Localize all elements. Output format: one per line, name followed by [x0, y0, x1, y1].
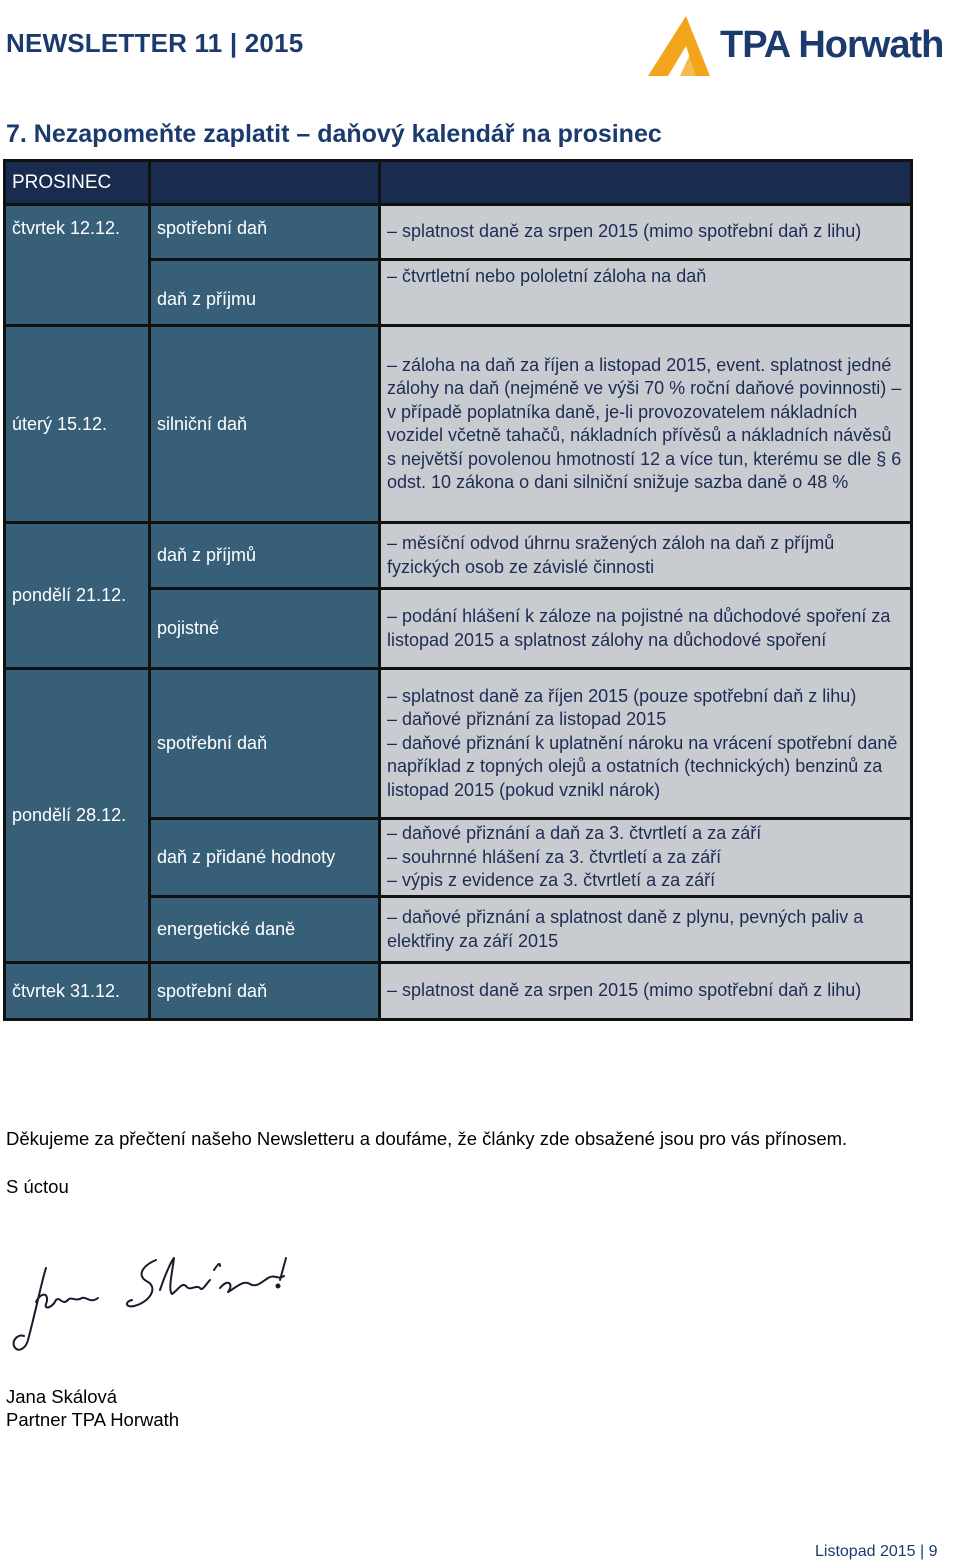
description-cell: [380, 523, 912, 589]
description-line: – podání hlášení k záloze na pojistné na důchodové spoření za listopad 2015 a splatnost zálohy na důchodové spoření: [387, 606, 891, 650]
description-line: – splatnost daně za říjen 2015 (pouze spotřební daň z lihu): [387, 685, 857, 706]
tax-type-cell: daň z příjmu: [150, 260, 380, 326]
logo-triangle-icon: [640, 8, 720, 80]
date-cell: čtvrtek 12.12.: [5, 205, 150, 326]
header-cell-empty: [380, 161, 912, 205]
description-cell: [380, 963, 912, 1020]
newsletter-title: NEWSLETTER 11 | 2015: [6, 28, 304, 58]
table-row: [5, 669, 912, 819]
description-line: – záloha na daň za říjen a listopad 2015, event. splatnost jedné zálohy na daň (nejméně ve výši 70 % roční daňové povinnosti) – v případě poplatníka daně, je-li provozovatelem nákladních vozidel včetně tahačů, nákladních přívěsů a nákladních návěsů s největší povolenou hmotností 12 a více tun, kterému se dle § 6 odst. 10 zákona o dani silniční snižuje sazba daně o 48 %: [387, 354, 902, 492]
tax-type-cell: energetické daně: [150, 897, 380, 963]
description-line: – splatnost daně za srpen 2015 (mimo spotřební daň z lihu): [387, 980, 862, 1001]
tax-calendar-table: [3, 159, 913, 1021]
table-row: [5, 523, 912, 589]
tpa-horwath-logo: [640, 8, 952, 80]
month-header: PROSINEC: [5, 161, 150, 205]
table-row: [5, 205, 912, 260]
description-cell: [380, 589, 912, 669]
description-cell: [380, 205, 912, 260]
description-line: – čtvrtletní nebo pololetní záloha na daň: [387, 266, 707, 286]
table-row: [5, 326, 912, 523]
description-line: – měsíční odvod úhrnu sražených záloh na daň z příjmů fyzických osob ze závislé činnosti: [387, 533, 835, 577]
table-header-row: [5, 161, 912, 205]
description-line: – daňové přiznání za listopad 2015: [387, 709, 667, 730]
description-line: – daňové přiznání k uplatnění nároku na vrácení spotřební daně například z topných olejů a ostatních (technických) benzinů za listopad 2015 (pokud vznikl nárok): [387, 732, 898, 800]
tax-type-cell: spotřební daň: [150, 205, 380, 260]
description-cell: [380, 819, 912, 897]
section-heading: 7. Nezapomeňte zaplatit – daňový kalendář na prosinec: [6, 120, 662, 148]
date-cell: pondělí 21.12.: [5, 523, 150, 669]
signature-image: [6, 1250, 296, 1360]
description-line: – daňové přiznání a daň za 3. čtvrtletí a za září: [387, 823, 762, 844]
date-cell: pondělí 28.12.: [5, 669, 150, 963]
date-cell: čtvrtek 31.12.: [5, 963, 150, 1020]
signer-role: Partner TPA Horwath: [6, 1409, 180, 1430]
description-line: – splatnost daně za srpen 2015 (mimo spotřební daň z lihu): [387, 221, 862, 242]
description-cell: [380, 260, 912, 326]
description-line: – souhrnné hlášení za 3. čtvrtletí a za září: [387, 846, 722, 867]
tax-type-cell: silniční daň: [150, 326, 380, 523]
description-line: – výpis z evidence za 3. čtvrtletí a za září: [387, 870, 716, 891]
logo-text: TPA Horwath: [720, 24, 944, 66]
date-cell: úterý 15.12.: [5, 326, 150, 523]
thanks-text: Děkujeme za přečtení našeho Newsletteru a doufáme, že články zde obsažené jsou pro vás přínosem.: [6, 1128, 848, 1149]
description-cell: [380, 669, 912, 819]
description-line: – daňové přiznání a splatnost daně z plynu, pevných paliv a elektřiny za září 2015: [387, 907, 864, 951]
regards-text: S úctou: [6, 1176, 69, 1197]
description-cell: [380, 897, 912, 963]
page-footer: Listopad 2015 | 9: [815, 1543, 938, 1560]
tax-type-cell: daň z příjmů: [150, 523, 380, 589]
tax-type-cell: spotřební daň: [150, 963, 380, 1020]
tax-type-cell: spotřební daň: [150, 669, 380, 819]
header-cell-empty: [150, 161, 380, 205]
tax-type-cell: daň z přidané hodnoty: [150, 819, 380, 897]
signer-name: Jana Skálová: [6, 1386, 118, 1407]
tax-type-cell: pojistné: [150, 589, 380, 669]
description-cell: [380, 326, 912, 523]
table-row: [5, 963, 912, 1020]
